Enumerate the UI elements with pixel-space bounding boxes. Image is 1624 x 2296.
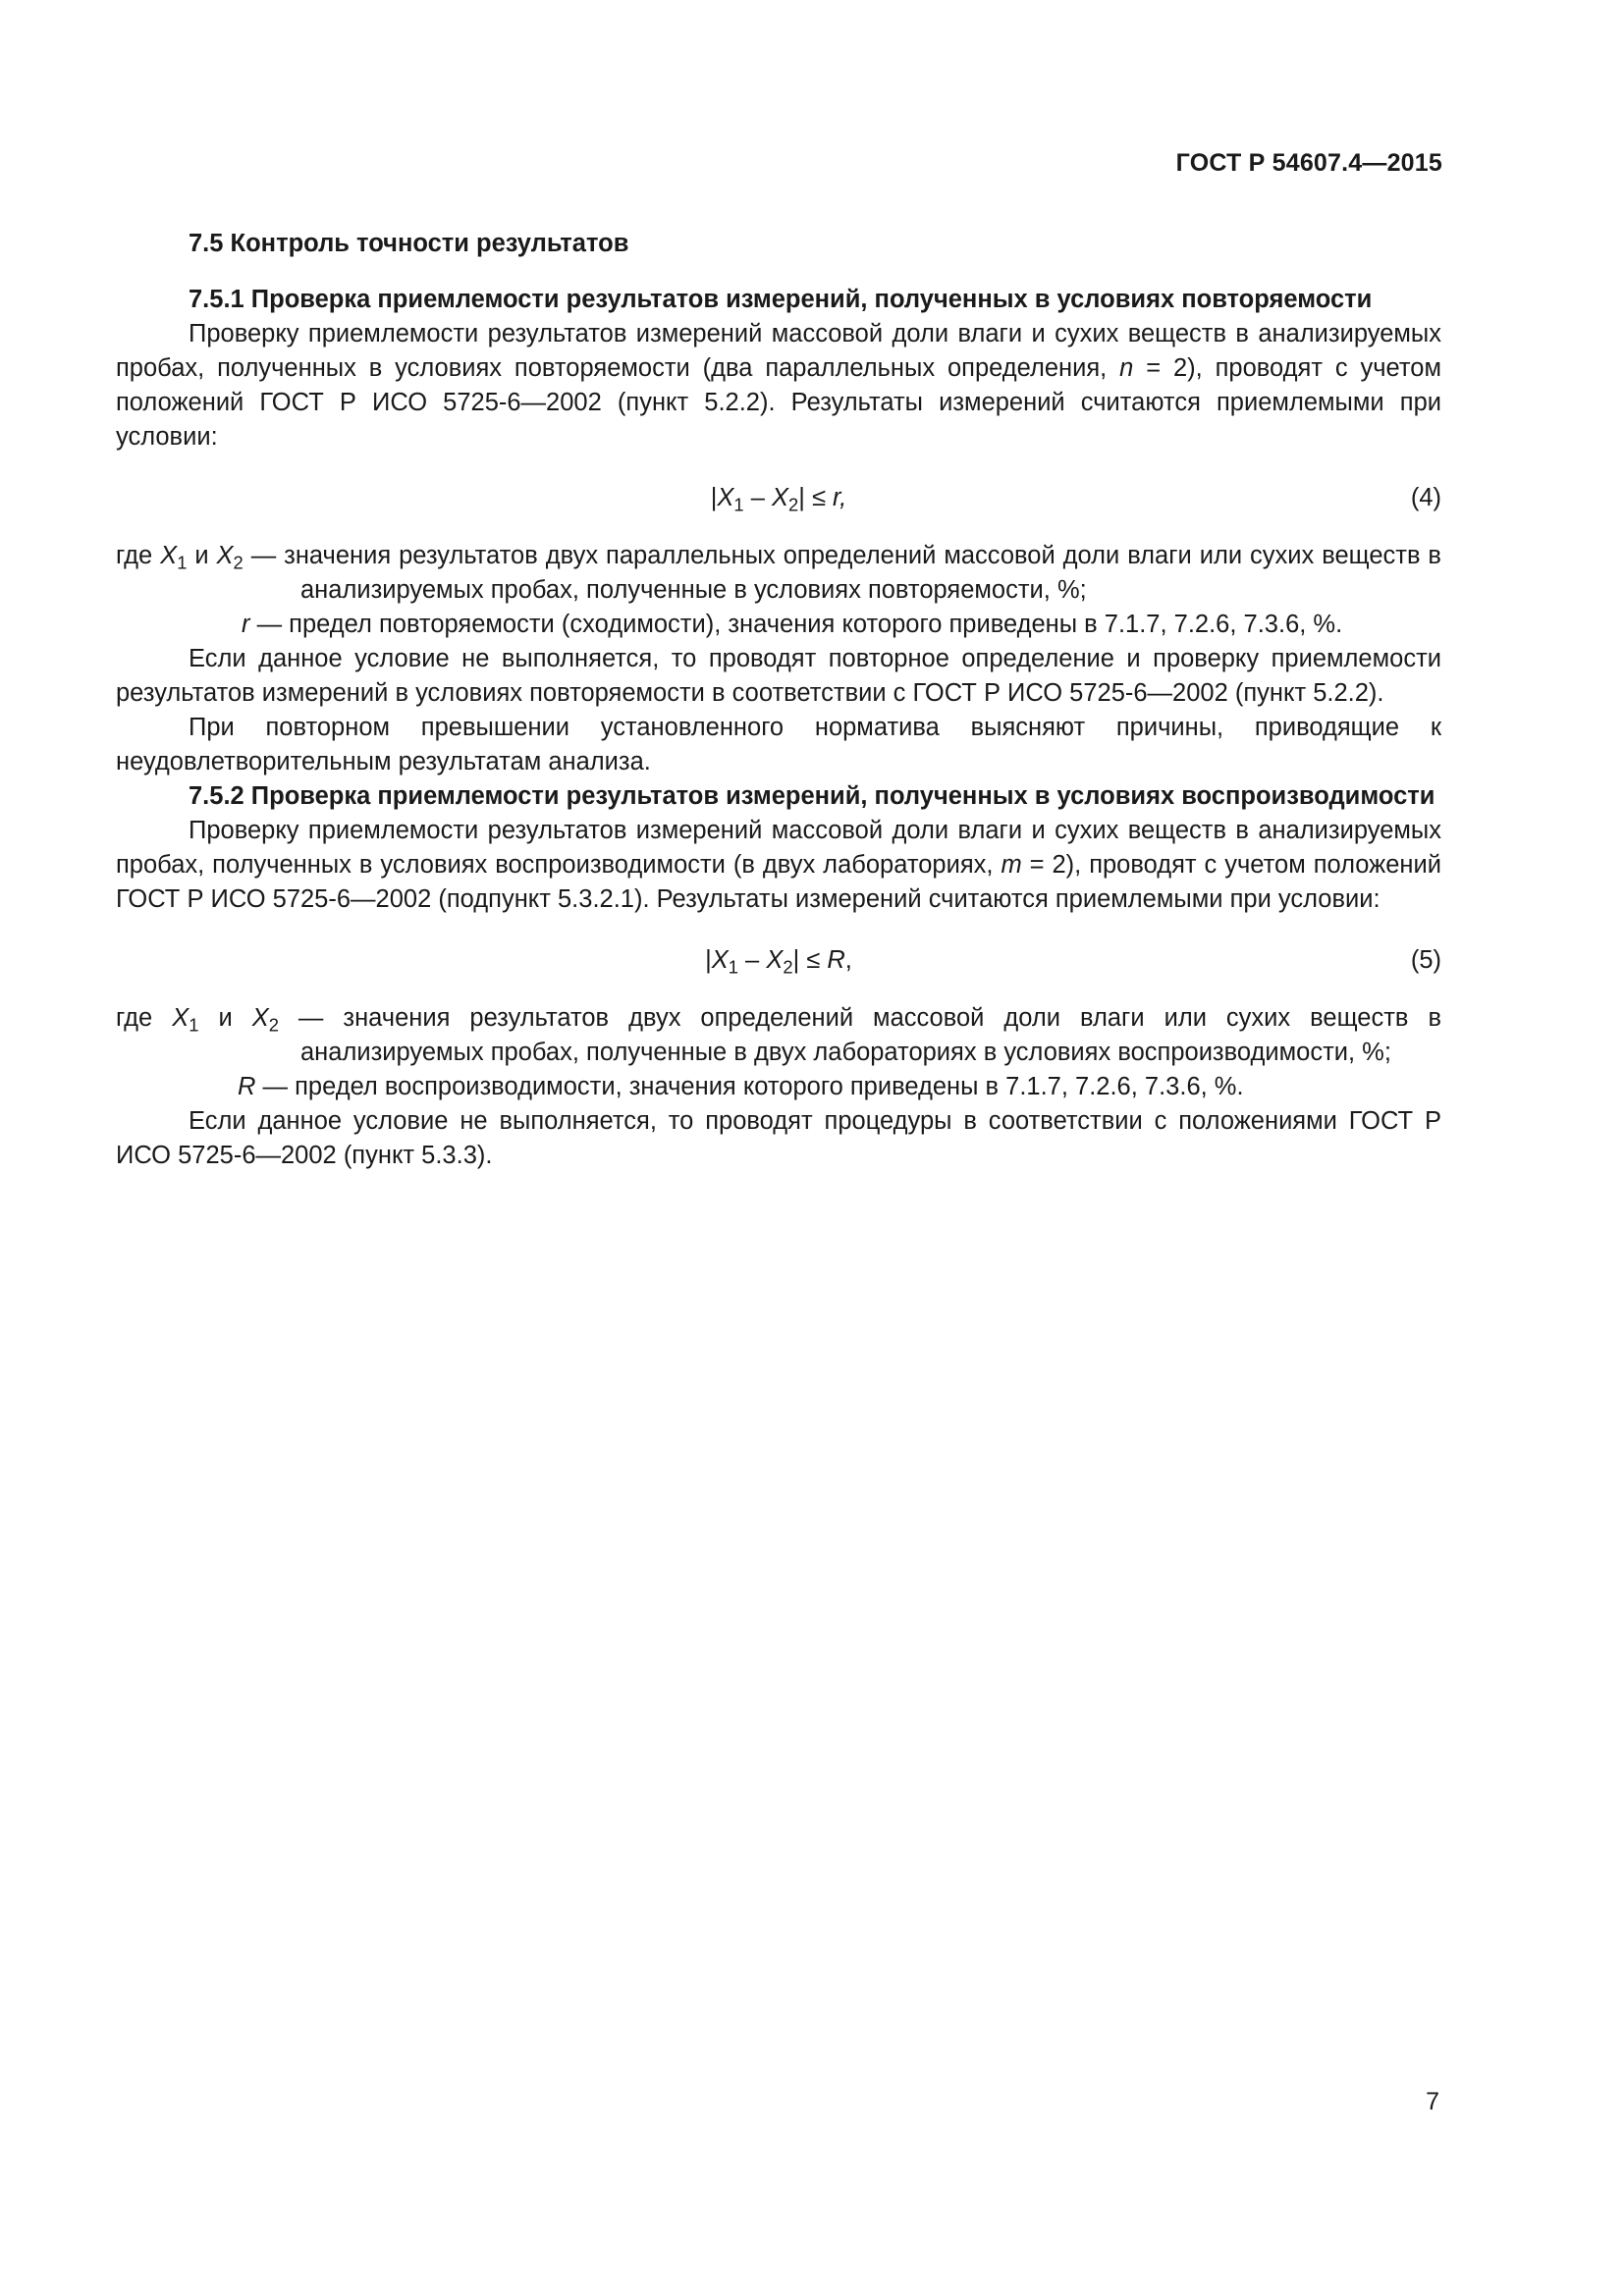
variable-m: m	[1001, 851, 1022, 879]
formula-4	[116, 481, 1441, 515]
section-heading: 7.5 Контроль точности результатов	[189, 230, 629, 257]
subsection-heading-repeatability: 7.5.1 Проверка приемлемости результатов измерений, полученных в условиях повторяемости	[189, 286, 1373, 313]
paragraph-intro-reproducibility: Проверку приемлемости результатов измерений массовой доли влаги и сухих веществ в анализируемых пробах, полученных в условиях воспроизводимости (в двух лабораториях, m = 2), проводят с учетом положений ГОСТ Р ИСО 5725-6—2002 (подпункт 5.3.2.1). Результаты измерений считаются приемлемыми при условии:	[116, 817, 1441, 913]
paragraph-fail-reproducibility: Если данное условие не выполняется, то проводят процедуры в соответствии с положениями ГОСТ Р ИСО 5725-6—2002 (пункт 5.3.3).	[116, 1107, 1441, 1169]
variable-n: n	[1119, 354, 1134, 382]
page-number: 7	[1426, 2088, 1439, 2115]
paragraph-repeat-exceed: При повторном превышении установленного норматива выясняют причины, приводящие к неудовлетворительным результатам анализа.	[116, 714, 1441, 775]
formula-expression: $|X_1 - X_2| \le r$,	[710, 484, 847, 515]
subsection-heading-reproducibility: 7.5.2 Проверка приемлемости результатов измерений, полученных в условиях воспроизводимости	[189, 782, 1435, 810]
paragraph-intro-repeatability: Проверку приемлемости результатов измерений массовой доли влаги и сухих веществ в анализируемых пробах, полученных в условиях повторяемости (два параллельных определения, n = 2), проводят с учетом положений ГОСТ Р ИСО 5725-6—2002 (пункт 5.2.2). Результаты измерений считаются приемлемыми при условии:	[116, 320, 1441, 451]
formula-5	[116, 943, 1441, 978]
where-definition-R: R — предел воспроизводимости, значения которого приведены в 7.1.7, 7.2.6, 7.3.6, %.	[238, 1073, 1244, 1100]
where-definition-x: где $X_1$ и $X_2$ — значения результатов двух параллельных определений массовой доли влаги или сухих веществ в анализируемых пробах, полученные в условиях повторяемости, %;	[116, 542, 1441, 604]
where-definition-x-reproducibility: где $X_1$ и $X_2$ — значения результатов двух определений массовой доли влаги или сухих веществ в анализируемых пробах, полученные в двух лабораториях в условиях воспроизводимости, %;	[116, 1004, 1441, 1066]
formula-number: (5)	[1410, 946, 1441, 974]
document-code: ГОСТ Р 54607.4—2015	[1175, 149, 1442, 177]
formula-number: (4)	[1410, 484, 1441, 511]
formula-expression: $|X_1 - X_2| \le R$,	[705, 946, 852, 978]
page-content	[116, 227, 1441, 1173]
paragraph-fail-repeatability: Если данное условие не выполняется, то проводят повторное определение и проверку приемлемости результатов измерений в условиях повторяемости в соответствии с ГОСТ Р ИСО 5725-6—2002 (пункт 5.2.2).	[116, 645, 1441, 707]
where-definition-r: r — предел повторяемости (сходимости), значения которого приведены в 7.1.7, 7.2.6, 7.3.6, %.	[242, 611, 1343, 638]
